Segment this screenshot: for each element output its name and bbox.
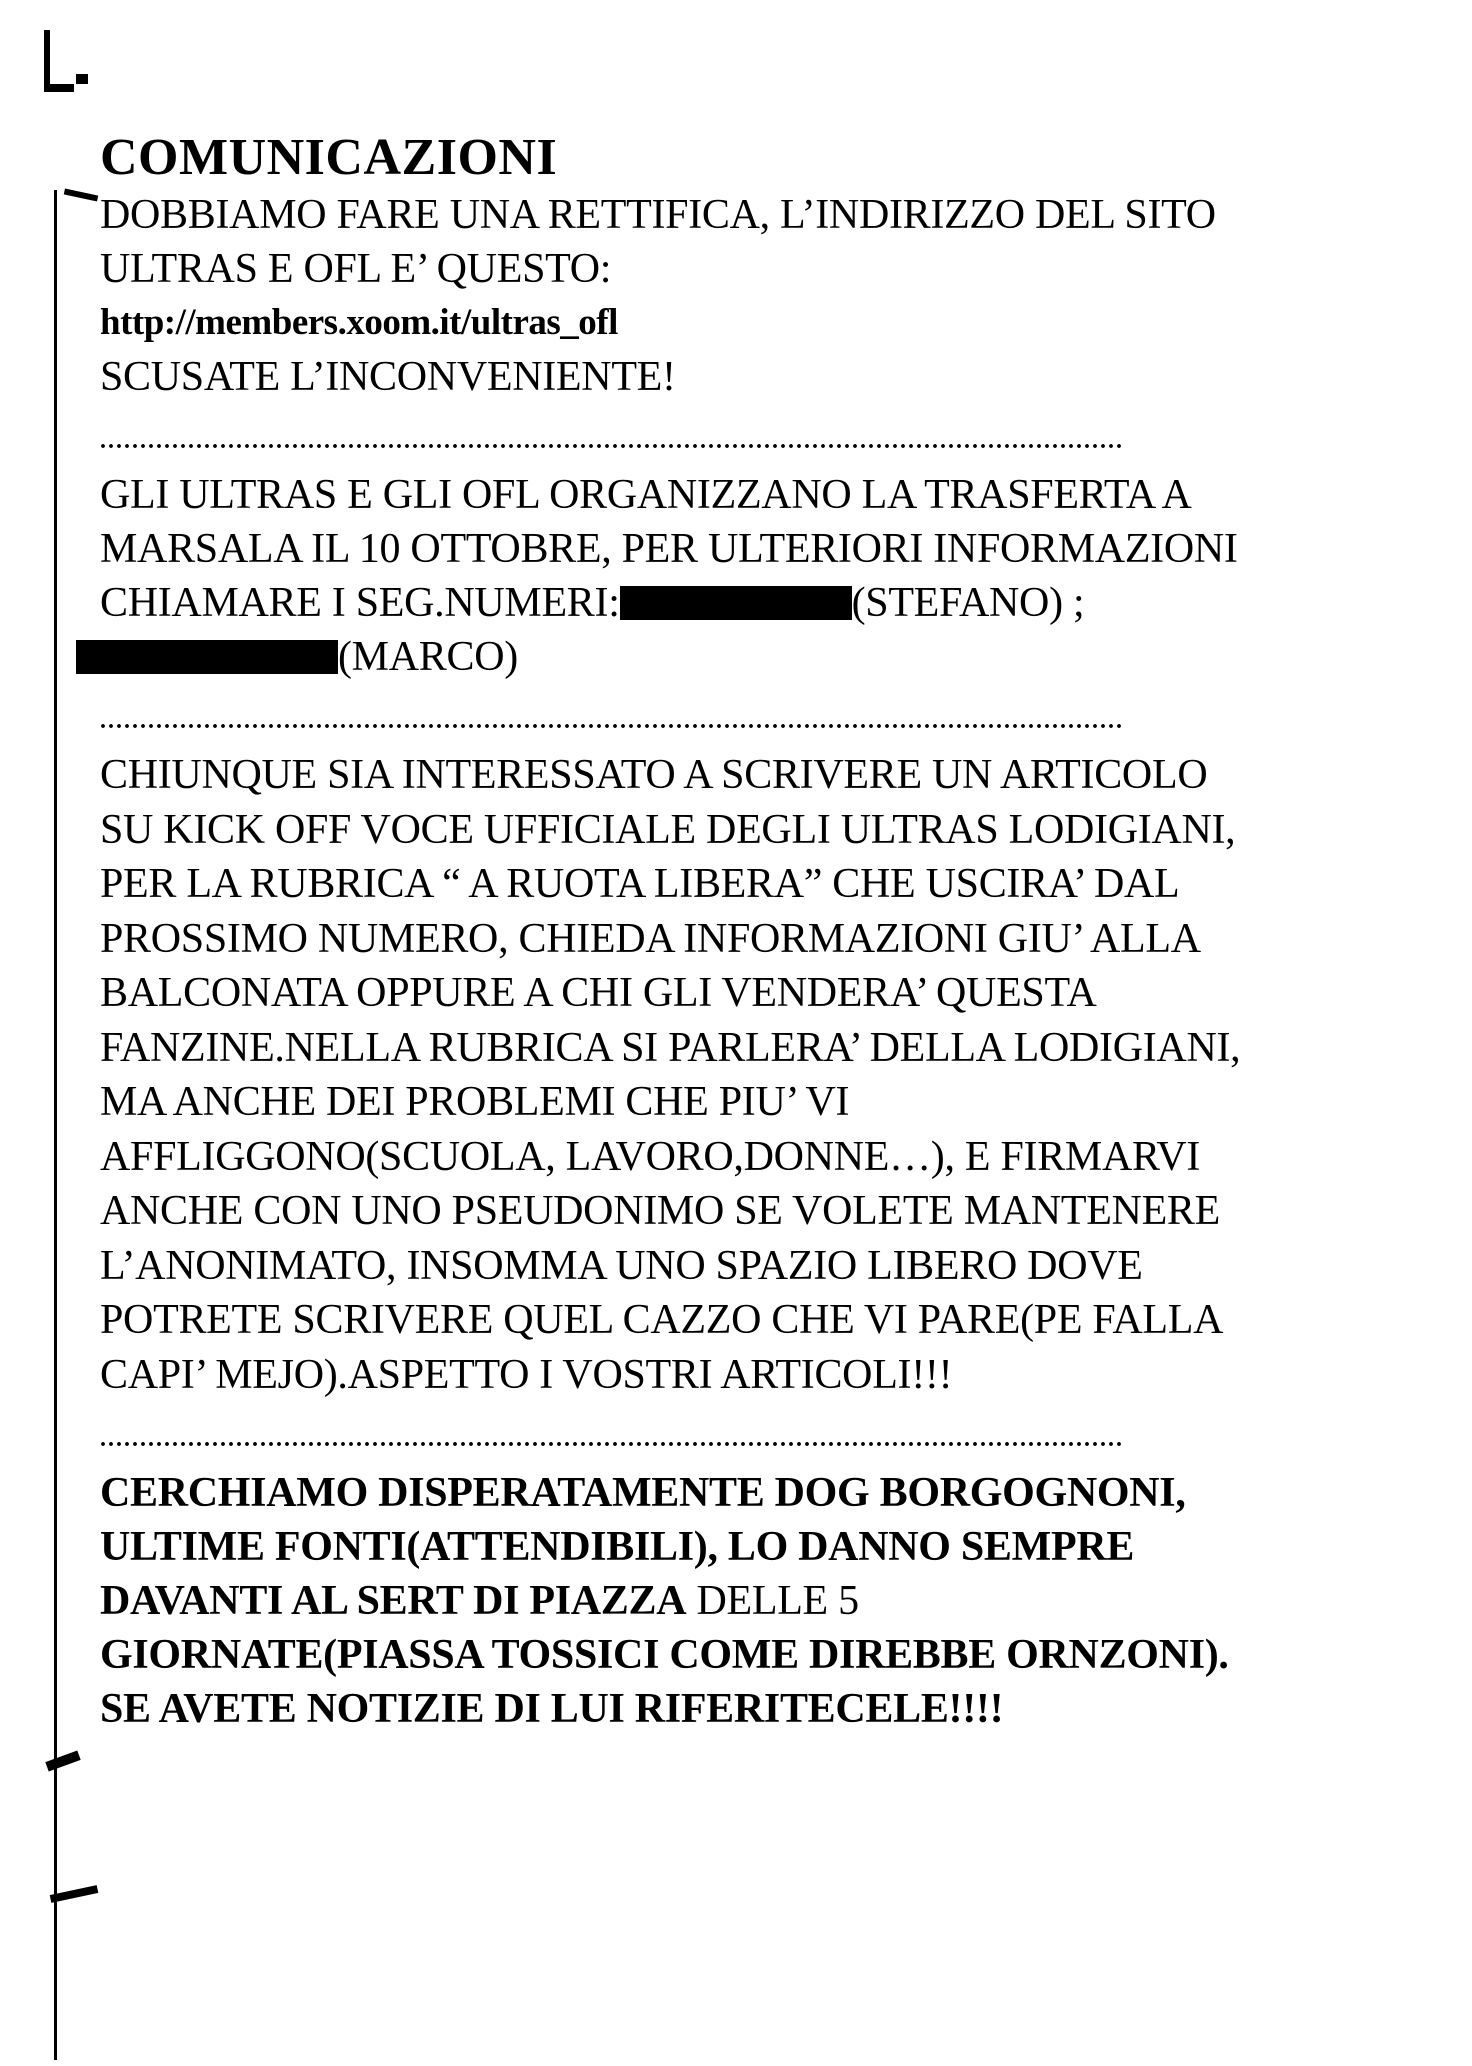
dotted-separator: ................................................................................................................................ bbox=[100, 708, 1124, 734]
notice-line: CAPI’ MEJO).ASPETTO I VOSTRI ARTICOLI!!! bbox=[100, 1351, 953, 1398]
notice-line: SE AVETE NOTIZIE DI LUI RIFERITECELE!!!! bbox=[100, 1686, 1004, 1732]
notice-line-plain-part: DELLE 5 bbox=[686, 1578, 859, 1624]
notice-line: SCUSATE L’INCONVENIENTE! bbox=[100, 354, 676, 400]
notice-missing-person bbox=[100, 1466, 1410, 1736]
contact-prefix: CHIAMARE I SEG.NUMERI: bbox=[100, 580, 620, 626]
notice-article-call bbox=[100, 748, 1410, 1402]
notice-line: POTRETE SCRIVERE QUEL CAZZO CHE VI PARE(PE FALLA bbox=[100, 1297, 1224, 1343]
notice-line: ULTIME FONTI(ATTENDIBILI), LO DANNO SEMPRE bbox=[100, 1524, 1135, 1570]
notice-site-address bbox=[100, 188, 1410, 404]
contact-name-stefano: (STEFANO) ; bbox=[851, 580, 1085, 626]
scan-mark bbox=[45, 1750, 80, 1771]
notice-line: ULTRAS E OFL E’ QUESTO: bbox=[100, 246, 612, 292]
notice-line: FANZINE.NELLA RUBRICA SI PARLERA’ DELLA LODIGIANI, bbox=[100, 1024, 1241, 1071]
notice-line: SU KICK OFF VOCE UFFICIALE DEGLI ULTRAS LODIGIANI, bbox=[100, 806, 1236, 853]
notice-line: GLI ULTRAS E GLI OFL ORGANIZZANO LA TRASFERTA A bbox=[100, 472, 1192, 518]
notice-line: GIORNATE(PIASSA TOSSICI COME DIREBBE ORNZONI). bbox=[100, 1632, 1229, 1678]
redacted-phone-number bbox=[76, 640, 338, 674]
notice-line: AFFLIGGONO(SCUOLA, LAVORO,DONNE…), E FIRMARVI bbox=[100, 1133, 1201, 1180]
contact-name-marco: (MARCO) bbox=[338, 634, 518, 680]
document-page bbox=[100, 128, 1410, 1736]
notice-line: CERCHIAMO DISPERATAMENTE DOG BORGOGNONI, bbox=[100, 1470, 1186, 1516]
notice-line: ANCHE CON UNO PSEUDONIMO SE VOLETE MANTENERE bbox=[100, 1188, 1221, 1234]
scan-mark bbox=[44, 30, 50, 92]
notice-line bbox=[100, 630, 1410, 684]
scan-mark bbox=[76, 74, 88, 84]
scan-mark bbox=[64, 189, 99, 202]
dotted-separator: ................................................................................................................................ bbox=[100, 428, 1124, 454]
redacted-phone-number bbox=[620, 586, 852, 620]
notice-line bbox=[100, 1574, 1410, 1628]
notice-line bbox=[100, 576, 1410, 630]
scan-edge-line bbox=[54, 190, 57, 2060]
notice-line: MA ANCHE DEI PROBLEMI CHE PIU’ VI bbox=[100, 1079, 850, 1125]
notice-line: MARSALA IL 10 OTTOBRE, PER ULTERIORI INFORMAZIONI bbox=[100, 526, 1238, 572]
notice-line: L’ANONIMATO, INSOMMA UNO SPAZIO LIBERO DOVE bbox=[100, 1242, 1143, 1289]
notice-line-bold-part: DAVANTI AL SERT DI PIAZZA bbox=[100, 1578, 687, 1624]
scan-mark bbox=[44, 84, 74, 92]
notice-trip-marsala bbox=[100, 468, 1410, 684]
notice-line: DOBBIAMO FARE UNA RETTIFICA, L’INDIRIZZO DEL SITO bbox=[100, 192, 1216, 238]
notice-line: PROSSIMO NUMERO, CHIEDA INFORMAZIONI GIU’ ALLA bbox=[100, 915, 1201, 962]
page-title: COMUNICAZIONI bbox=[100, 129, 558, 186]
notice-line: CHIUNQUE SIA INTERESSATO A SCRIVERE UN ARTICOLO bbox=[100, 752, 1208, 798]
dotted-separator: ................................................................................................................................ bbox=[100, 1426, 1124, 1452]
site-url-link[interactable]: http://members.xoom.it/ultras_ofl bbox=[100, 302, 618, 343]
notice-line: BALCONATA OPPURE A CHI GLI VENDERA’ QUESTA bbox=[100, 970, 1097, 1016]
notice-line: PER LA RUBRICA “ A RUOTA LIBERA” CHE USCIRA’ DAL bbox=[100, 861, 1180, 907]
